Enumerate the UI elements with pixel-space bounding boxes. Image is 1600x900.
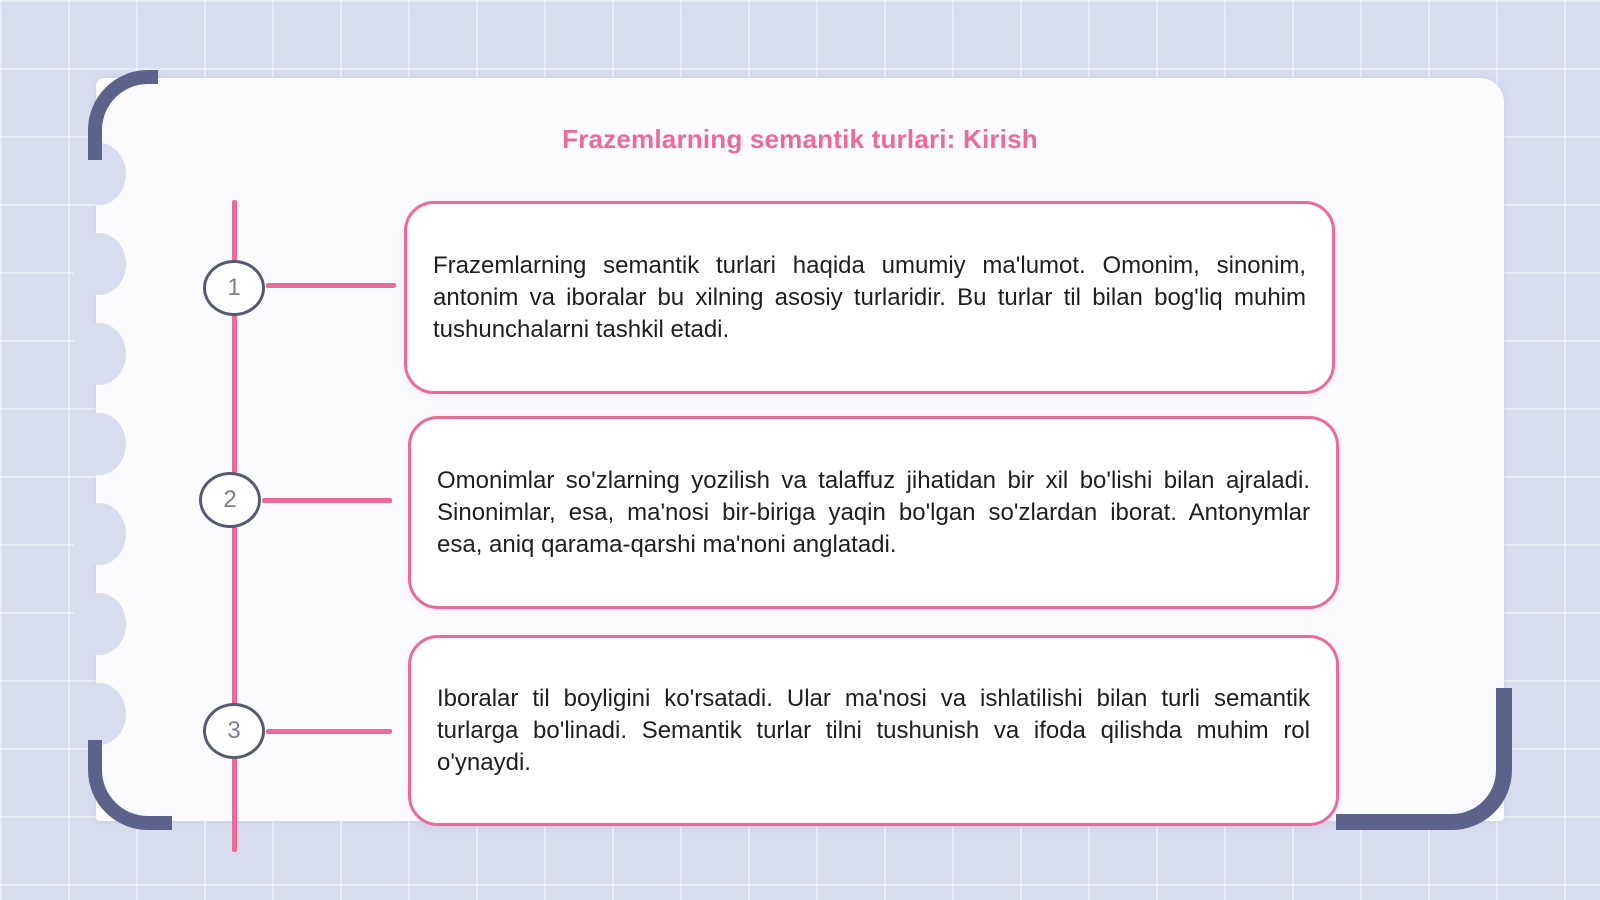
step-card-3	[408, 635, 1339, 826]
timeline-connector-3	[266, 729, 392, 734]
paper-edge-notch	[72, 413, 126, 475]
step-number-2: 2	[199, 472, 261, 528]
paper-edge-notch	[72, 233, 126, 295]
step-card-1	[404, 201, 1335, 394]
slide-title: Frazemlarning semantik turlari: Kirish	[562, 124, 1038, 154]
paper-edge-notch	[72, 503, 126, 565]
step-text-3: Iboralar til boyligini ko'rsatadi. Ular ma'nosi va ishlatilishi bilan turli semantik turlarga bo'linadi. Semantik turlar tilni tushunish va ifoda qilishda muhim rol o'ynaydi.	[437, 684, 1310, 776]
paper-edge-notch	[72, 593, 126, 655]
step-text-1: Frazemlarning semantik turlari haqida umumiy ma'lumot. Omonim, sinonim, antonim va iboralar bu xilning asosiy turlaridir. Bu turlar til bilan bog'liq muhim tushunchalarni tashkil etadi.	[433, 251, 1306, 343]
step-number-3: 3	[203, 703, 265, 759]
step-card-2	[408, 416, 1339, 609]
paper-edge-notch	[72, 683, 126, 745]
paper-edge-notch	[72, 323, 126, 385]
timeline-connector-2	[262, 498, 392, 503]
step-text-2: Omonimlar so'zlarning yozilish va talaffuz jihatidan bir xil bo'lishi bilan ajraladi. Sinonimlar, esa, ma'nosi bir-biriga yaqin bo'lgan so'zlardan iborat. Antonymlar esa, aniq qarama-qarshi ma'noni anglatadi.	[437, 466, 1310, 558]
timeline-connector-1	[266, 283, 396, 288]
corner-bracket-bottom-right	[1336, 688, 1512, 830]
step-number-1: 1	[203, 260, 265, 316]
